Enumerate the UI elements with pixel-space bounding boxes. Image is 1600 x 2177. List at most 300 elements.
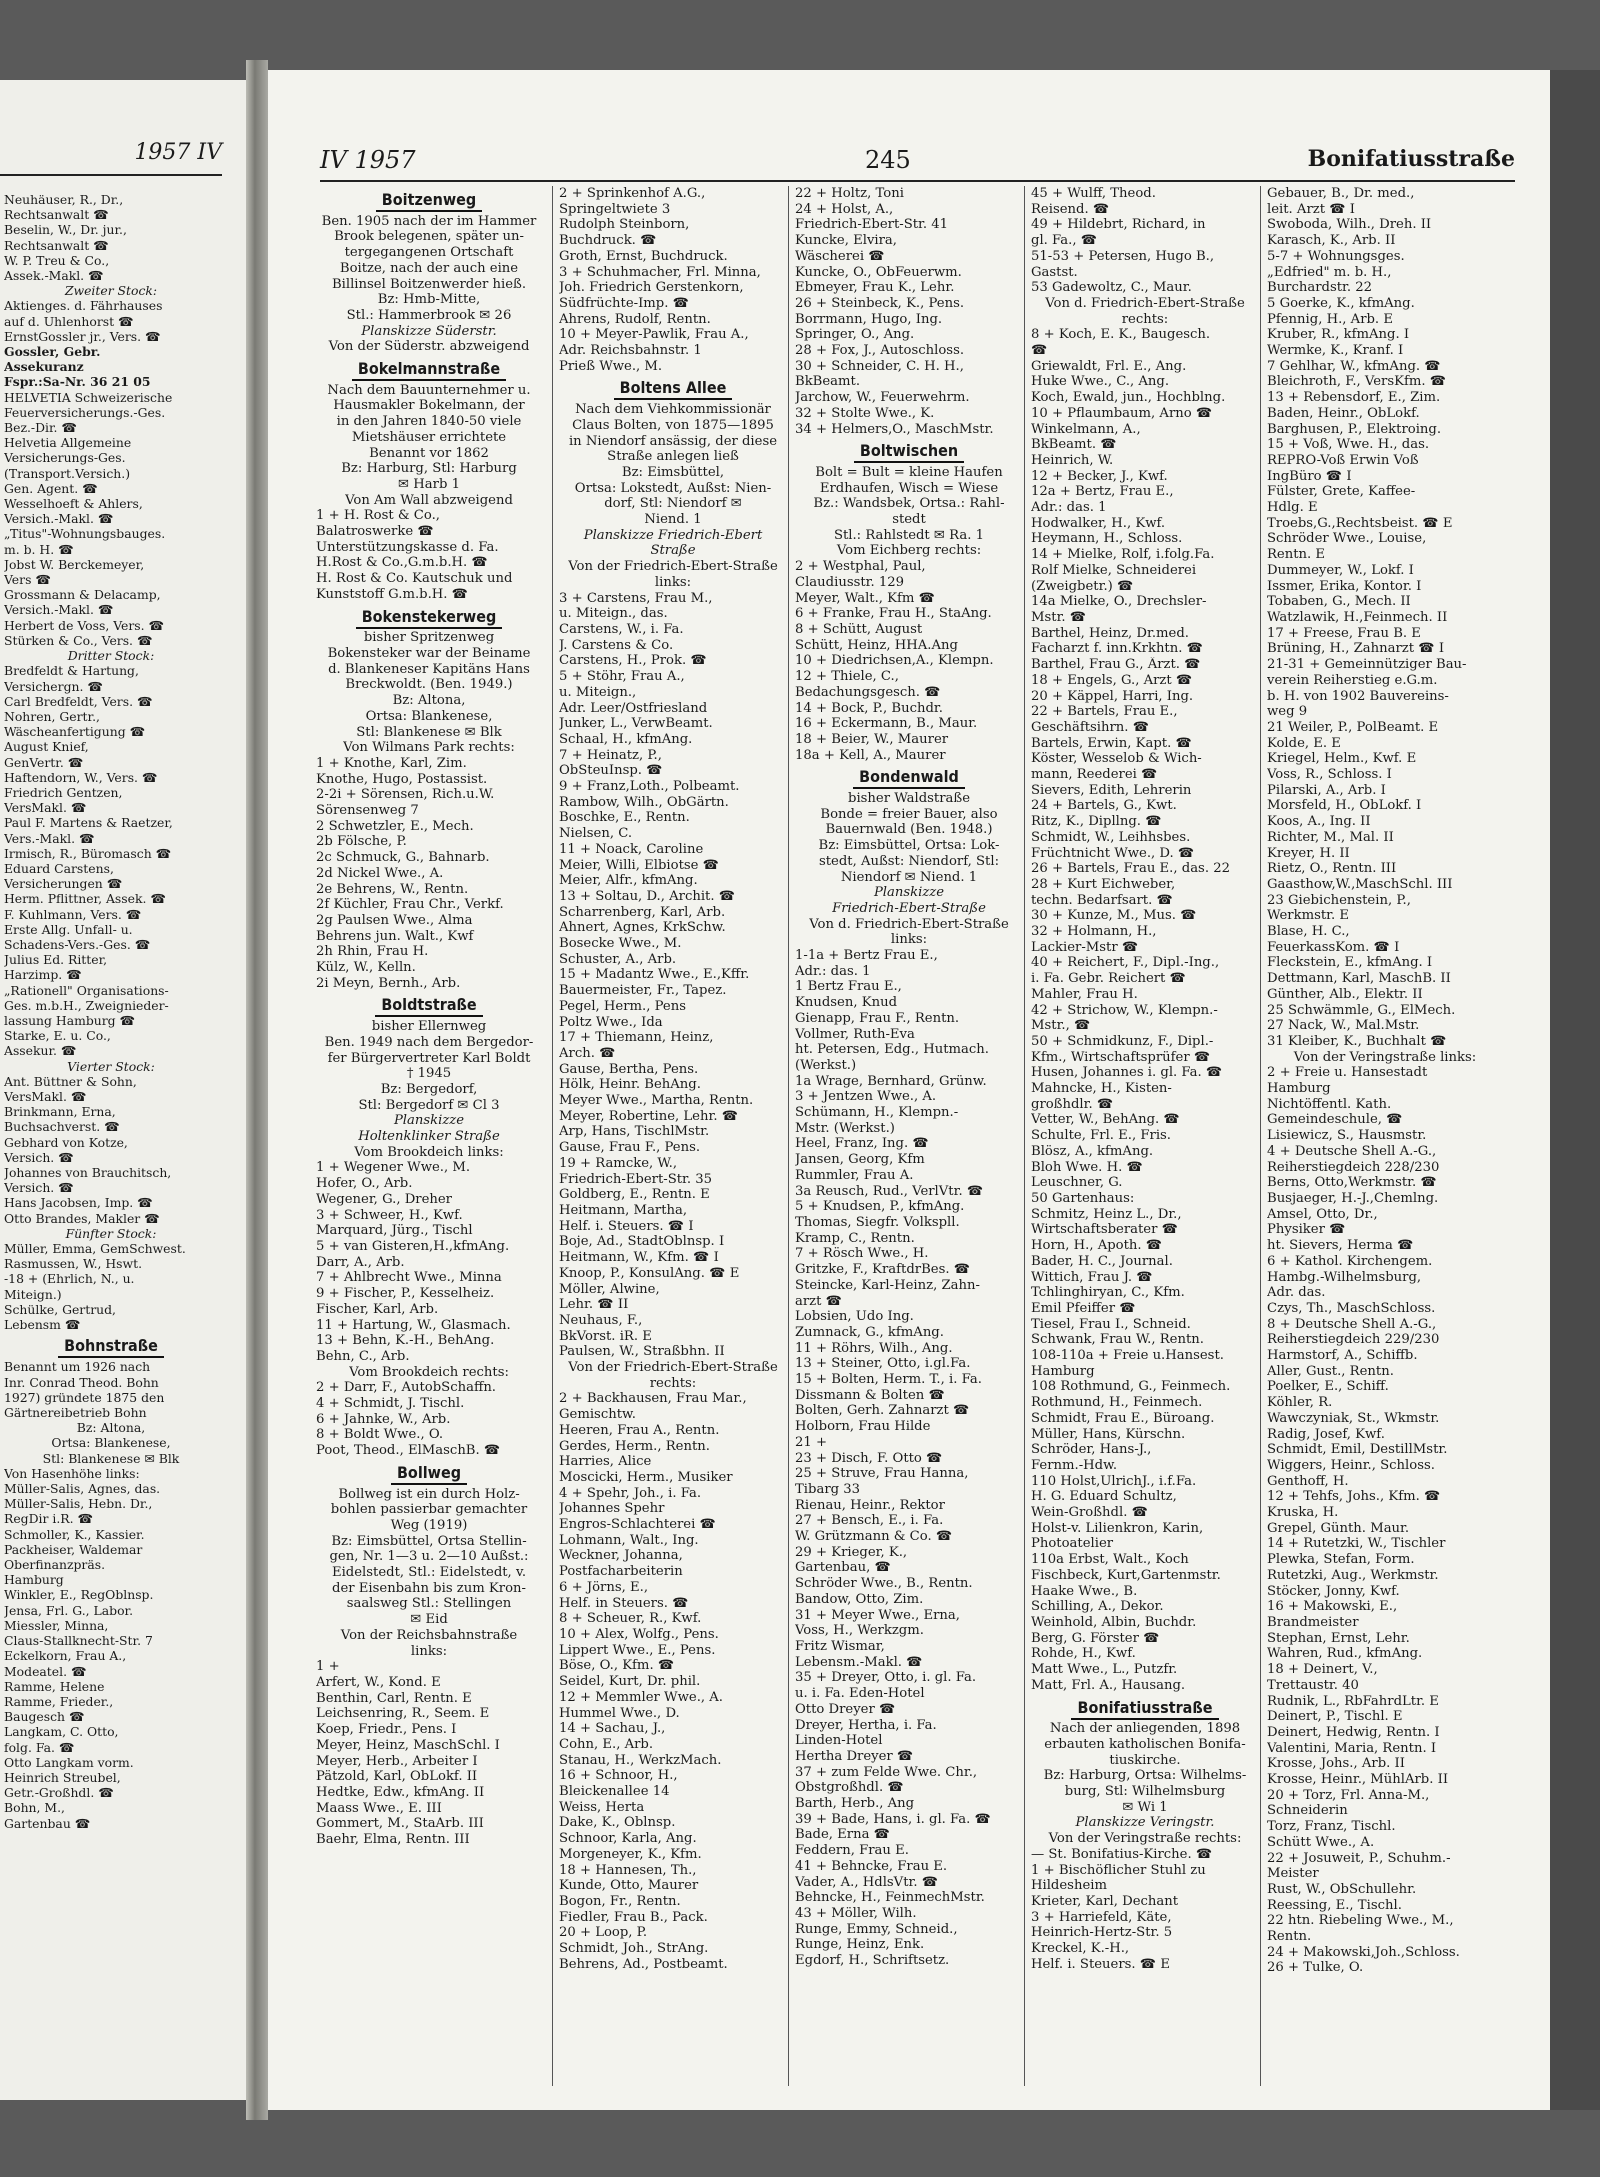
directory-entry: Rasmussen, W., Hswt. bbox=[4, 1256, 143, 1272]
directory-entry: Harmstorf, A., Schiffb. bbox=[1267, 1348, 1418, 1364]
directory-entry: Winkelmann, A., bbox=[1031, 421, 1141, 437]
directory-entry: Huke Wwe., C., Ang. bbox=[1031, 374, 1170, 390]
directory-entry: 25 Schwämmle, G., ElMech. bbox=[1267, 1002, 1456, 1018]
directory-entry: Kunststoff G.m.b.H. ☎ bbox=[316, 586, 469, 602]
directory-entry: Wesselhoeft & Ahlers, bbox=[4, 496, 143, 512]
directory-entry: Busjaeger, H.-J.,Chemlng. bbox=[1267, 1191, 1439, 1206]
directory-entry: Lackier-Mstr ☎ bbox=[1031, 939, 1139, 955]
directory-entry: Külz, W., Kelln. bbox=[316, 960, 416, 976]
directory-entry: 10 + Diedrichsen,A., Klempn. bbox=[795, 653, 994, 669]
directory-entry: Feuerversicherungs.-Ges. bbox=[4, 404, 166, 420]
directory-entry: Gause, Bertha, Pens. bbox=[559, 1061, 699, 1077]
directory-entry: 1 + bbox=[316, 1659, 340, 1675]
directory-entry: Bedachungsgesch. ☎ bbox=[795, 684, 941, 700]
directory-entry: Hamburg bbox=[4, 1572, 64, 1588]
directory-entry: Aktienges. d. Fährhauses bbox=[4, 298, 163, 314]
street-info-line: Niendorf ✉ Niend. 1 bbox=[840, 869, 978, 885]
street-info-line: Vom Brookdeich links: bbox=[354, 1144, 504, 1160]
directory-entry: 15 + Madantz Wwe., E.,Kffr. bbox=[559, 967, 750, 983]
directory-entry: Müller-Salis, Hebn. Dr., bbox=[4, 1496, 153, 1512]
directory-entry: Jensa, Frl. G., Labor. bbox=[4, 1602, 134, 1618]
directory-entry: Prieß Wwe., M. bbox=[559, 358, 663, 374]
directory-entry: Adr.: das. 1 bbox=[1031, 500, 1107, 516]
street-info-line: Bollweg ist ein durch Holz- bbox=[338, 1486, 520, 1502]
directory-entry: Kolde, E. E bbox=[1267, 735, 1341, 751]
street-info-line: Weg (1919) bbox=[390, 1517, 468, 1533]
directory-entry: Pegel, Herm., Pens bbox=[559, 998, 686, 1014]
directory-entry: 4 + Spehr, Joh., i. Fa. bbox=[559, 1485, 702, 1501]
directory-entry: Dreyer, Hertha, i. Fa. bbox=[795, 1717, 937, 1733]
directory-entry: Kuncke, Elvira, bbox=[795, 233, 897, 249]
directory-entry: Gen. Agent. ☎ bbox=[4, 480, 98, 496]
directory-entry: Gemeindeschule, ☎ bbox=[1267, 1112, 1403, 1128]
directory-entry: Bader, H. C., Journal. bbox=[1031, 1253, 1173, 1269]
directory-entry: i. Fa. Gebr. Reichert ☎ bbox=[1031, 971, 1186, 987]
directory-entry: 2d Nickel Wwe., A. bbox=[316, 865, 444, 881]
street-heading-text: Bokelmannstraße bbox=[352, 359, 506, 381]
directory-entry: 4 + Schmidt, J. Tischl. bbox=[316, 1396, 465, 1412]
directory-entry: u. Miteign., bbox=[559, 684, 637, 700]
directory-entry: Rienau, Heinr., Rektor bbox=[795, 1497, 945, 1513]
directory-entry: -18 + (Ehrlich, N., u. bbox=[4, 1271, 135, 1287]
directory-entry: Arfert, W., Kond. E bbox=[316, 1674, 441, 1690]
street-info-line: gen, Nr. 1—3 u. 2—10 Außst.: bbox=[329, 1549, 529, 1565]
street-heading-text: Bokenstekerweg bbox=[356, 607, 503, 629]
directory-entry: 2h Rhin, Frau H. bbox=[316, 944, 429, 960]
directory-entry: Bleichroth, F., VersKfm. ☎ bbox=[1267, 374, 1447, 390]
street-heading bbox=[316, 361, 542, 377]
directory-entry: (Zweigbetr.) ☎ bbox=[1031, 578, 1134, 594]
subheading-line: Planskizze Veringstr. bbox=[1075, 1815, 1215, 1831]
directory-entry: 24 + Bartels, G., Kwt. bbox=[1031, 798, 1177, 814]
directory-entry: Sievers, Edith, Lehrerin bbox=[1031, 782, 1192, 798]
directory-entry: Kruska, H. bbox=[1267, 1505, 1339, 1521]
directory-entry: Swoboda, Wilh., Dreh. II bbox=[1267, 217, 1432, 233]
directory-entry: Vollmer, Ruth-Eva bbox=[795, 1026, 915, 1042]
directory-entry: Koch, Ewald, jun., Hochblng. bbox=[1031, 390, 1226, 406]
directory-entry: Starke, E. u. Co., bbox=[4, 1028, 111, 1044]
directory-entry: Haake Wwe., B. bbox=[1031, 1583, 1138, 1599]
directory-entry: 1 Bertz Frau E., bbox=[795, 979, 902, 995]
directory-entry: Adr.: das. 1 bbox=[795, 963, 871, 979]
directory-entry: Rentn. bbox=[1267, 1929, 1312, 1945]
street-heading bbox=[795, 769, 1023, 785]
directory-entry: Ramme, Helene bbox=[4, 1678, 105, 1694]
directory-entry: Versich.-Makl. ☎ bbox=[4, 511, 114, 527]
street-info-line: Stl.: Hammerbrook ✉ 26 bbox=[346, 307, 512, 323]
directory-entry: 28 + Kurt Eichweber, bbox=[1031, 876, 1176, 892]
directory-entry: Meyer, Walt., Kfm ☎ bbox=[795, 590, 936, 606]
directory-entry: Vers ☎ bbox=[4, 572, 51, 588]
directory-entry: 1 + Wegener Wwe., M. bbox=[316, 1160, 471, 1176]
directory-entry: 51-53 + Petersen, Hugo B., bbox=[1031, 248, 1215, 264]
street-info-line: Ben. 1905 nach der im Hammer bbox=[321, 213, 537, 229]
directory-column-5 bbox=[1260, 186, 1503, 2086]
directory-column-3 bbox=[788, 186, 1023, 2086]
directory-entry: VersMakl. ☎ bbox=[4, 800, 87, 816]
directory-entry: Schmitz, Heinz L., Dr., bbox=[1031, 1206, 1182, 1222]
directory-entry: 20 + Loop, P. bbox=[559, 1925, 648, 1941]
directory-entry: Adr. Leer/Ostfriesland bbox=[559, 700, 708, 716]
directory-entry: Friedrich-Ebert-Str. 35 bbox=[559, 1171, 713, 1187]
directory-entry: 18 + Deinert, V., bbox=[1267, 1662, 1378, 1678]
directory-entry: 7 + Heinatz, P., bbox=[559, 747, 662, 763]
directory-entry: Meier, Alfr., kfmAng. bbox=[559, 873, 698, 889]
directory-entry: 37 + zum Felde Wwe. Chr., bbox=[795, 1764, 978, 1780]
directory-entry: Gartenbau ☎ bbox=[4, 1815, 91, 1831]
directory-entry: ObSteuInsp. ☎ bbox=[559, 763, 663, 779]
directory-entry: Südfrüchte-Imp. ☎ bbox=[559, 295, 690, 311]
directory-entry: Krosse, Heinr., MühlArb. II bbox=[1267, 1772, 1449, 1788]
directory-entry: Meyer Wwe., Martha, Rentn. bbox=[559, 1093, 754, 1109]
directory-entry: 1 + Bischöflicher Stuhl zu bbox=[1031, 1862, 1206, 1878]
directory-entry: 108 Rothmund, G., Feinmech. bbox=[1031, 1379, 1231, 1395]
book-gutter bbox=[246, 60, 268, 2120]
directory-entry: Vers.-Makl. ☎ bbox=[4, 830, 95, 846]
directory-entry: 22 + Bartels, Frau E., bbox=[1031, 704, 1178, 720]
street-info-line: Bz: Hmb-Mitte, bbox=[377, 292, 481, 308]
directory-entry: Schümann, H., Klempn.- bbox=[795, 1105, 959, 1121]
directory-entry: Junker, L., VerwBeamt. bbox=[559, 716, 713, 732]
directory-entry: Gossler, Gebr. bbox=[4, 344, 101, 360]
directory-entry: Rohde, H., Kwf. bbox=[1031, 1646, 1136, 1662]
subheading-line: Vierter Stock: bbox=[67, 1058, 155, 1074]
directory-entry: Bleickenallee 14 bbox=[559, 1784, 670, 1800]
street-info-line: Bz: Eimsbüttel, bbox=[621, 464, 725, 480]
directory-entry: Benannt um 1926 nach bbox=[4, 1359, 151, 1375]
directory-entry: Burchardstr. 22 bbox=[1267, 280, 1373, 296]
street-info-line: Bz: Altona, bbox=[76, 1420, 146, 1436]
directory-entry: Trettaustr. 40 bbox=[1267, 1677, 1359, 1693]
directory-entry: Hdlg. E bbox=[1267, 500, 1318, 516]
directory-entry: Jarchow, W., Feuerwehrm. bbox=[795, 390, 970, 406]
directory-entry: Früchtnicht Wwe., D. ☎ bbox=[1031, 845, 1195, 861]
directory-entry: 39 + Bade, Hans, i. gl. Fa. ☎ bbox=[795, 1811, 991, 1827]
directory-entry: Schmidt, W., Leihhsbes. bbox=[1031, 829, 1191, 845]
directory-entry: Egdorf, H., Schriftsetz. bbox=[795, 1953, 950, 1969]
directory-entry: verein Reiherstieg e.G.m. bbox=[1267, 672, 1438, 688]
directory-entry: 41 + Behncke, Frau E. bbox=[795, 1858, 948, 1874]
directory-entry: Herm. Pflittner, Assek. ☎ bbox=[4, 891, 166, 907]
directory-entry: Griewaldt, Frl. E., Ang. bbox=[1031, 358, 1187, 374]
directory-entry: Versicherungen ☎ bbox=[4, 876, 123, 892]
directory-entry: Lehr. ☎ II bbox=[559, 1297, 629, 1313]
directory-entry: Tibarg 33 bbox=[795, 1481, 861, 1497]
directory-entry: Buchsachverst. ☎ bbox=[4, 1119, 120, 1135]
directory-entry: Boje, Ad., StadtOblnsp. I bbox=[559, 1234, 725, 1250]
directory-entry: Behncke, H., FeinmechMstr. bbox=[795, 1890, 985, 1906]
directory-entry: Assekur. ☎ bbox=[4, 1043, 77, 1059]
subheading-line: Friedrich-Ebert-Straße bbox=[832, 900, 986, 916]
street-info-line: † 1945 bbox=[406, 1066, 452, 1082]
directory-entry: Wegener, G., Dreher bbox=[316, 1191, 452, 1207]
directory-entry: Benthin, Carl, Rentn. E bbox=[316, 1690, 472, 1706]
directory-entry: 8 + Koch, E. K., Baugesch. bbox=[1031, 327, 1211, 343]
directory-entry: Bredfeldt & Hartung, bbox=[4, 663, 139, 679]
directory-entry: 9 + Franz,Loth., Polbeamt. bbox=[559, 779, 740, 795]
directory-entry: Baden, Heinr., ObLokf. bbox=[1267, 405, 1420, 421]
directory-entry: Reisend. ☎ bbox=[1031, 201, 1110, 217]
street-info-line: d. Blankeneser Kapitäns Hans bbox=[328, 661, 530, 677]
directory-entry: VersMakl. ☎ bbox=[4, 1088, 87, 1104]
directory-entry: Gartenbau, ☎ bbox=[795, 1560, 891, 1576]
directory-entry: 16 + Makowski, E., bbox=[1267, 1599, 1398, 1615]
directory-entry: Friedrich Gentzen, bbox=[4, 784, 123, 800]
directory-entry: 12 + Memmler Wwe., A. bbox=[559, 1689, 723, 1705]
directory-entry: 45 + Wulff, Theod. bbox=[1031, 186, 1156, 201]
directory-entry: 12a + Bertz, Frau E., bbox=[1031, 484, 1174, 500]
directory-entry: Kunde, Otto, Maurer bbox=[559, 1878, 699, 1894]
directory-entry: Gritzke, F., KraftdrBes. ☎ bbox=[795, 1262, 971, 1278]
directory-entry: Facharzt f. inn.Krkhtn. ☎ bbox=[1031, 641, 1204, 657]
directory-entry: Bohn, M., bbox=[4, 1800, 65, 1816]
directory-entry: Thomas, Siegfr. Volkspll. bbox=[795, 1215, 960, 1230]
directory-entry: Bogon, Fr., Rentn. bbox=[559, 1893, 681, 1909]
street-info-line: Bz: Harburg, Ortsa: Wilhelms- bbox=[1043, 1768, 1247, 1784]
street-info-line: fer Bürgervertreter Karl Boldt bbox=[327, 1050, 531, 1066]
directory-entry: Physiker ☎ bbox=[1267, 1222, 1346, 1238]
directory-entry: 6 + Jahnke, W., Arb. bbox=[316, 1411, 451, 1427]
directory-entry: Kuncke, O., ObFeuerwm. bbox=[795, 264, 962, 280]
directory-entry: Moscicki, Herm., Musiker bbox=[559, 1469, 733, 1485]
directory-entry: August Knief, bbox=[4, 739, 89, 755]
directory-entry: 23 Giebichenstein, P., bbox=[1267, 892, 1411, 908]
street-info-line: Hausmakler Bokelmann, der bbox=[333, 398, 525, 414]
street-info-line: Brook belegenen, später un- bbox=[334, 229, 524, 245]
street-info-line: Erdhaufen, Wisch = Wiese bbox=[819, 480, 999, 496]
directory-entry: Kreckel, K.-H., bbox=[1031, 1941, 1130, 1957]
directory-entry: 2i Meyn, Bernh., Arb. bbox=[316, 975, 461, 991]
directory-entry: 8 + Deutsche Shell A.-G., bbox=[1267, 1316, 1437, 1332]
directory-entry: Deinert, Hedwig, Rentn. I bbox=[1267, 1724, 1440, 1740]
directory-entry: Lohmann, Walt., Ing. bbox=[559, 1532, 699, 1548]
directory-entry: Valentini, Maria, Rentn. I bbox=[1267, 1740, 1437, 1756]
street-info-line: Von der Friedrich-Ebert-Straße bbox=[568, 1360, 778, 1376]
directory-entry: 14 + Rutetzki, W., Tischler bbox=[1267, 1536, 1446, 1552]
directory-entry: 12 + Tehfs, Johs., Kfm. ☎ bbox=[1267, 1489, 1441, 1505]
directory-entry: Knothe, Hugo, Postassist. bbox=[316, 771, 488, 787]
directory-entry: Otto Dreyer ☎ bbox=[795, 1701, 896, 1717]
directory-entry: Ramme, Frieder., bbox=[4, 1693, 114, 1709]
directory-entry: Bade, Erna ☎ bbox=[795, 1827, 891, 1843]
directory-entry: 13 + Steiner, Otto, i.gl.Fa. bbox=[795, 1356, 971, 1372]
directory-entry: Günther, Alb., Elektr. II bbox=[1267, 986, 1423, 1002]
directory-entry: gl. Fa., ☎ bbox=[1031, 233, 1098, 249]
directory-entry: Wiggers, Heinr., Schloss. bbox=[1267, 1457, 1435, 1473]
directory-entry: BkBeamt. ☎ bbox=[1031, 437, 1117, 453]
directory-entry: Groth, Ernst, Buchdruck. bbox=[559, 248, 728, 264]
directory-entry: 26 + Bartels, Frau E., das. 22 bbox=[1031, 861, 1230, 877]
directory-entry: Heitmann, W., Kfm. ☎ I bbox=[559, 1250, 719, 1266]
directory-entry: Poot, Theod., ElMaschB. ☎ bbox=[316, 1443, 501, 1459]
directory-entry: Blösz, A., kfmAng. bbox=[1031, 1143, 1154, 1159]
directory-entry: Rechtsanwalt ☎ bbox=[4, 207, 109, 223]
directory-entry: Mstr. ☎ bbox=[1031, 609, 1087, 625]
directory-entry: 50 Gartenhaus: bbox=[1031, 1191, 1135, 1206]
street-info-line: Claus Bolten, von 1875—1895 bbox=[572, 417, 774, 433]
directory-entry: Harzimp. ☎ bbox=[4, 967, 82, 983]
directory-entry: Schilling, A., Dekor. bbox=[1031, 1599, 1164, 1615]
directory-entry: auf d. Uhlenhorst ☎ bbox=[4, 313, 134, 329]
directory-entry: Modeatel. ☎ bbox=[4, 1663, 87, 1679]
street-info-line: rechts: bbox=[649, 1375, 697, 1391]
street-info-line: Boitze, nach der auch eine bbox=[339, 260, 519, 276]
directory-entry: 11 + Hartung, W., Glasmach. bbox=[316, 1317, 511, 1333]
directory-entry: BkBeamt. bbox=[795, 374, 861, 390]
directory-entry: Fiedler, Frau B., Pack. bbox=[559, 1909, 708, 1925]
directory-entry: Behrens, Ad., Postbeamt. bbox=[559, 1956, 728, 1972]
directory-entry: Dissmann & Bolten ☎ bbox=[795, 1387, 945, 1403]
directory-entry: W. Grützmann & Co. ☎ bbox=[795, 1529, 953, 1545]
directory-entry: Hölk, Heinr. BehAng. bbox=[559, 1077, 701, 1093]
directory-entry: 26 + Steinbeck, K., Pens. bbox=[795, 295, 965, 311]
directory-entry: 10 + Pflaumbaum, Arno ☎ bbox=[1031, 405, 1213, 421]
directory-entry: Baehr, Elma, Rentn. III bbox=[316, 1832, 470, 1848]
directory-entry: 53 Gadewoltz, C., Maur. bbox=[1031, 280, 1192, 296]
street-info-line: Bz: Eimsbüttel, Ortsa Stellin- bbox=[331, 1533, 527, 1549]
street-info-line: Von d. Friedrich-Ebert-Straße bbox=[809, 916, 1009, 932]
directory-entry: Amsel, Otto, Dr., bbox=[1267, 1206, 1378, 1222]
directory-entry: 17 + Freese, Frau B. E bbox=[1267, 625, 1421, 641]
directory-entry: Baugesch ☎ bbox=[4, 1709, 85, 1725]
directory-entry: Leuschner, G. bbox=[1031, 1175, 1123, 1191]
directory-entry: Geschäftsihrn. ☎ bbox=[1031, 719, 1150, 735]
directory-entry: 28 + Fox, J., Autoschloss. bbox=[795, 343, 965, 359]
street-info-line: Breckwoldt. (Ben. 1949.) bbox=[345, 677, 513, 693]
directory-entry: Brinkmann, Erna, bbox=[4, 1104, 116, 1120]
directory-entry: Horn, H., Apoth. ☎ bbox=[1031, 1238, 1163, 1254]
directory-entry: Rolf Mielke, Schneiderei bbox=[1031, 562, 1197, 578]
directory-entry: Paul F. Martens & Raetzer, bbox=[4, 815, 173, 831]
directory-entry: Gemischtw. bbox=[559, 1407, 636, 1423]
directory-entry: 24 + Holst, A., bbox=[795, 201, 894, 217]
directory-entry: 16 + Eckermann, B., Maur. bbox=[795, 716, 978, 732]
directory-entry: Kfm., Wirtschaftsprüfer ☎ bbox=[1031, 1049, 1211, 1065]
directory-entry: Eckelkorn, Frau A., bbox=[4, 1648, 127, 1664]
directory-entry: Stürken & Co., Vers. ☎ bbox=[4, 632, 153, 648]
directory-entry: F. Kuhlmann, Vers. ☎ bbox=[4, 906, 142, 922]
directory-entry: Meyer, Heinz, MaschSchl. I bbox=[316, 1737, 500, 1753]
directory-entry: Otto Langkam vorm. bbox=[4, 1754, 134, 1770]
street-info-line: der Eisenbahn bis zum Kron- bbox=[332, 1580, 526, 1596]
directory-entry: Schülke, Gertrud, bbox=[4, 1301, 116, 1317]
street-info-line: ✉ Eid bbox=[410, 1612, 448, 1628]
directory-entry: IngBüro ☎ I bbox=[1267, 468, 1352, 484]
directory-entry: Mahncke, H., Kisten- bbox=[1031, 1081, 1172, 1097]
directory-entry: großhdlr. ☎ bbox=[1031, 1096, 1114, 1112]
directory-entry: Gebauer, B., Dr. med., bbox=[1267, 186, 1415, 201]
directory-entry: Neuhäuser, R., Dr., bbox=[4, 192, 124, 207]
directory-entry: Rothmund, H., Feinmech. bbox=[1031, 1395, 1203, 1411]
directory-entry: Behn, C., Arb. bbox=[316, 1348, 410, 1364]
directory-entry: Tiesel, Frau I., Schneid. bbox=[1031, 1316, 1191, 1332]
directory-entry: 14 + Mielke, Rolf, i.folg.Fa. bbox=[1031, 547, 1215, 563]
directory-entry: Meier, Willi, Elbiotse ☎ bbox=[559, 857, 720, 873]
directory-entry: Mstr. (Werkst.) bbox=[795, 1120, 895, 1136]
directory-entry: H. G. Eduard Schultz, bbox=[1031, 1489, 1177, 1505]
directory-entry: 2c Schmuck, G., Bahnarb. bbox=[316, 850, 490, 866]
street-info-line: Nach dem Bauunternehmer u. bbox=[327, 382, 531, 398]
directory-entry: 3a Reusch, Rud., VerlVtr. ☎ bbox=[795, 1183, 984, 1199]
street-info-line: Ortsa: Blankenese, bbox=[51, 1435, 171, 1451]
directory-entry: Bolten, Gerh. Zahnarzt ☎ bbox=[795, 1403, 970, 1419]
directory-entry: 5 Goerke, K., kfmAng. bbox=[1267, 295, 1415, 311]
street-info-line: Bz: Eimsbüttel, Ortsa: Lok- bbox=[818, 838, 1000, 854]
directory-entry: Assekuranz bbox=[4, 359, 84, 375]
directory-entry: 21-31 + Gemeinnütziger Bau- bbox=[1267, 657, 1467, 673]
directory-entry: 10 + Alex, Wolfg., Pens. bbox=[559, 1626, 719, 1642]
directory-entry: 20 + Torz, Frl. Anna-M., bbox=[1267, 1787, 1430, 1803]
directory-entry: 18 + Beier, W., Maurer bbox=[795, 731, 949, 747]
directory-entry: 15 + Voß, Wwe. H., das. bbox=[1267, 437, 1430, 453]
directory-entry: 3 + Harriefeld, Käte, bbox=[1031, 1909, 1172, 1925]
directory-entry: Neuhaus, F., bbox=[559, 1312, 643, 1328]
directory-entry: 5 + van Gisteren,H.,kfmAng. bbox=[316, 1239, 510, 1254]
directory-entry: folg. Fa. ☎ bbox=[4, 1739, 75, 1755]
directory-entry: Wittich, Frau J. ☎ bbox=[1031, 1269, 1153, 1285]
street-info-line: Nach dem Viehkommissionär bbox=[575, 402, 771, 418]
directory-entry: Plewka, Stefan, Form. bbox=[1267, 1552, 1415, 1568]
directory-entry: Gaasthow,W.,MaschSchl. III bbox=[1267, 876, 1453, 892]
directory-entry: Heinrich, W. bbox=[1031, 452, 1114, 468]
street-heading-text: Boltens Allee bbox=[614, 378, 733, 400]
directory-entry: Unterstützungskasse d. Fa. bbox=[316, 539, 499, 555]
directory-entry: 1 + Knothe, Karl, Zim. bbox=[316, 755, 467, 771]
directory-entry: 50 + Schmidkunz, F., Dipl.- bbox=[1031, 1033, 1214, 1049]
directory-entry: 8 + Boldt Wwe., O. bbox=[316, 1427, 444, 1443]
directory-entry: Maass Wwe., E. III bbox=[316, 1800, 442, 1816]
directory-entry: Möller, Alwine, bbox=[559, 1281, 660, 1297]
directory-entry: Johannes von Brauchitsch, bbox=[4, 1165, 172, 1180]
directory-entry: Paulsen, W., Straßbhn. II bbox=[559, 1344, 725, 1360]
directory-entry: Bandow, Otto, Zim. bbox=[795, 1591, 924, 1607]
directory-entry: Schmoller, K., Kassier. bbox=[4, 1526, 145, 1542]
directory-entry: Zumnack, G., kfmAng. bbox=[795, 1324, 944, 1340]
directory-entry: 7 Gehlhar, W., kfmAng. ☎ bbox=[1267, 358, 1441, 374]
directory-entry: Packheiser, Waldemar bbox=[4, 1541, 143, 1557]
directory-entry: Heitmann, Martha, bbox=[559, 1203, 688, 1218]
street-info-line: Bonde = freier Bauer, also bbox=[820, 806, 998, 822]
directory-entry: Miessler, Minna, bbox=[4, 1617, 109, 1633]
directory-entry: 24 + Makowski,Joh.,Schloss. bbox=[1267, 1944, 1460, 1960]
directory-entry: Hodwalker, H., Kwf. bbox=[1031, 515, 1166, 531]
directory-entry: Darr, A., Arb. bbox=[316, 1254, 405, 1270]
directory-entry: Watzlawik, H.,Feinmech. II bbox=[1267, 609, 1448, 625]
directory-entry: 16 + Schnoor, H., bbox=[559, 1768, 678, 1784]
directory-entry: Brüning, H., Zahnarzt ☎ I bbox=[1267, 641, 1445, 657]
subheading-line: Fünfter Stock: bbox=[65, 1225, 157, 1241]
directory-entry: 35 + Dreyer, Otto, i. gl. Fa. bbox=[795, 1670, 977, 1686]
directory-entry: Berns, Otto,Werkmstr. ☎ bbox=[1267, 1175, 1437, 1191]
directory-entry: Nielsen, C. bbox=[559, 826, 633, 842]
directory-entry: Versich.-Makl. ☎ bbox=[4, 602, 114, 618]
street-info-line: Stl.: Rahlstedt ✉ Ra. 1 bbox=[833, 527, 985, 543]
directory-entry: 21 Weiler, P., PolBeamt. E bbox=[1267, 719, 1439, 735]
directory-entry: Hildesheim bbox=[1031, 1878, 1107, 1894]
street-info-line: Von der Reichsbahnstraße bbox=[340, 1627, 518, 1643]
directory-entry: Versicherungs-Ges. bbox=[4, 450, 126, 466]
directory-entry: ErnstGossler jr., Vers. ☎ bbox=[4, 328, 161, 344]
directory-entry: Stöcker, Jonny, Kwf. bbox=[1267, 1583, 1400, 1599]
directory-entry: Schröder, Hans-J., bbox=[1031, 1442, 1152, 1458]
directory-entry: Obstgroßhdl. ☎ bbox=[795, 1780, 904, 1796]
directory-entry: Ahnert, Agnes, KrkSchw. bbox=[559, 920, 726, 936]
directory-entry: Matt, Frl. A., Hausang. bbox=[1031, 1677, 1186, 1693]
directory-entry: Adr. das. bbox=[1267, 1285, 1326, 1301]
street-info-line: Von der Friedrich-Ebert-Straße bbox=[568, 559, 778, 575]
directory-entry: Jobst W. Berckemeyer, bbox=[4, 556, 145, 572]
directory-entry: Nichtöffentl. Kath. bbox=[1267, 1096, 1392, 1112]
